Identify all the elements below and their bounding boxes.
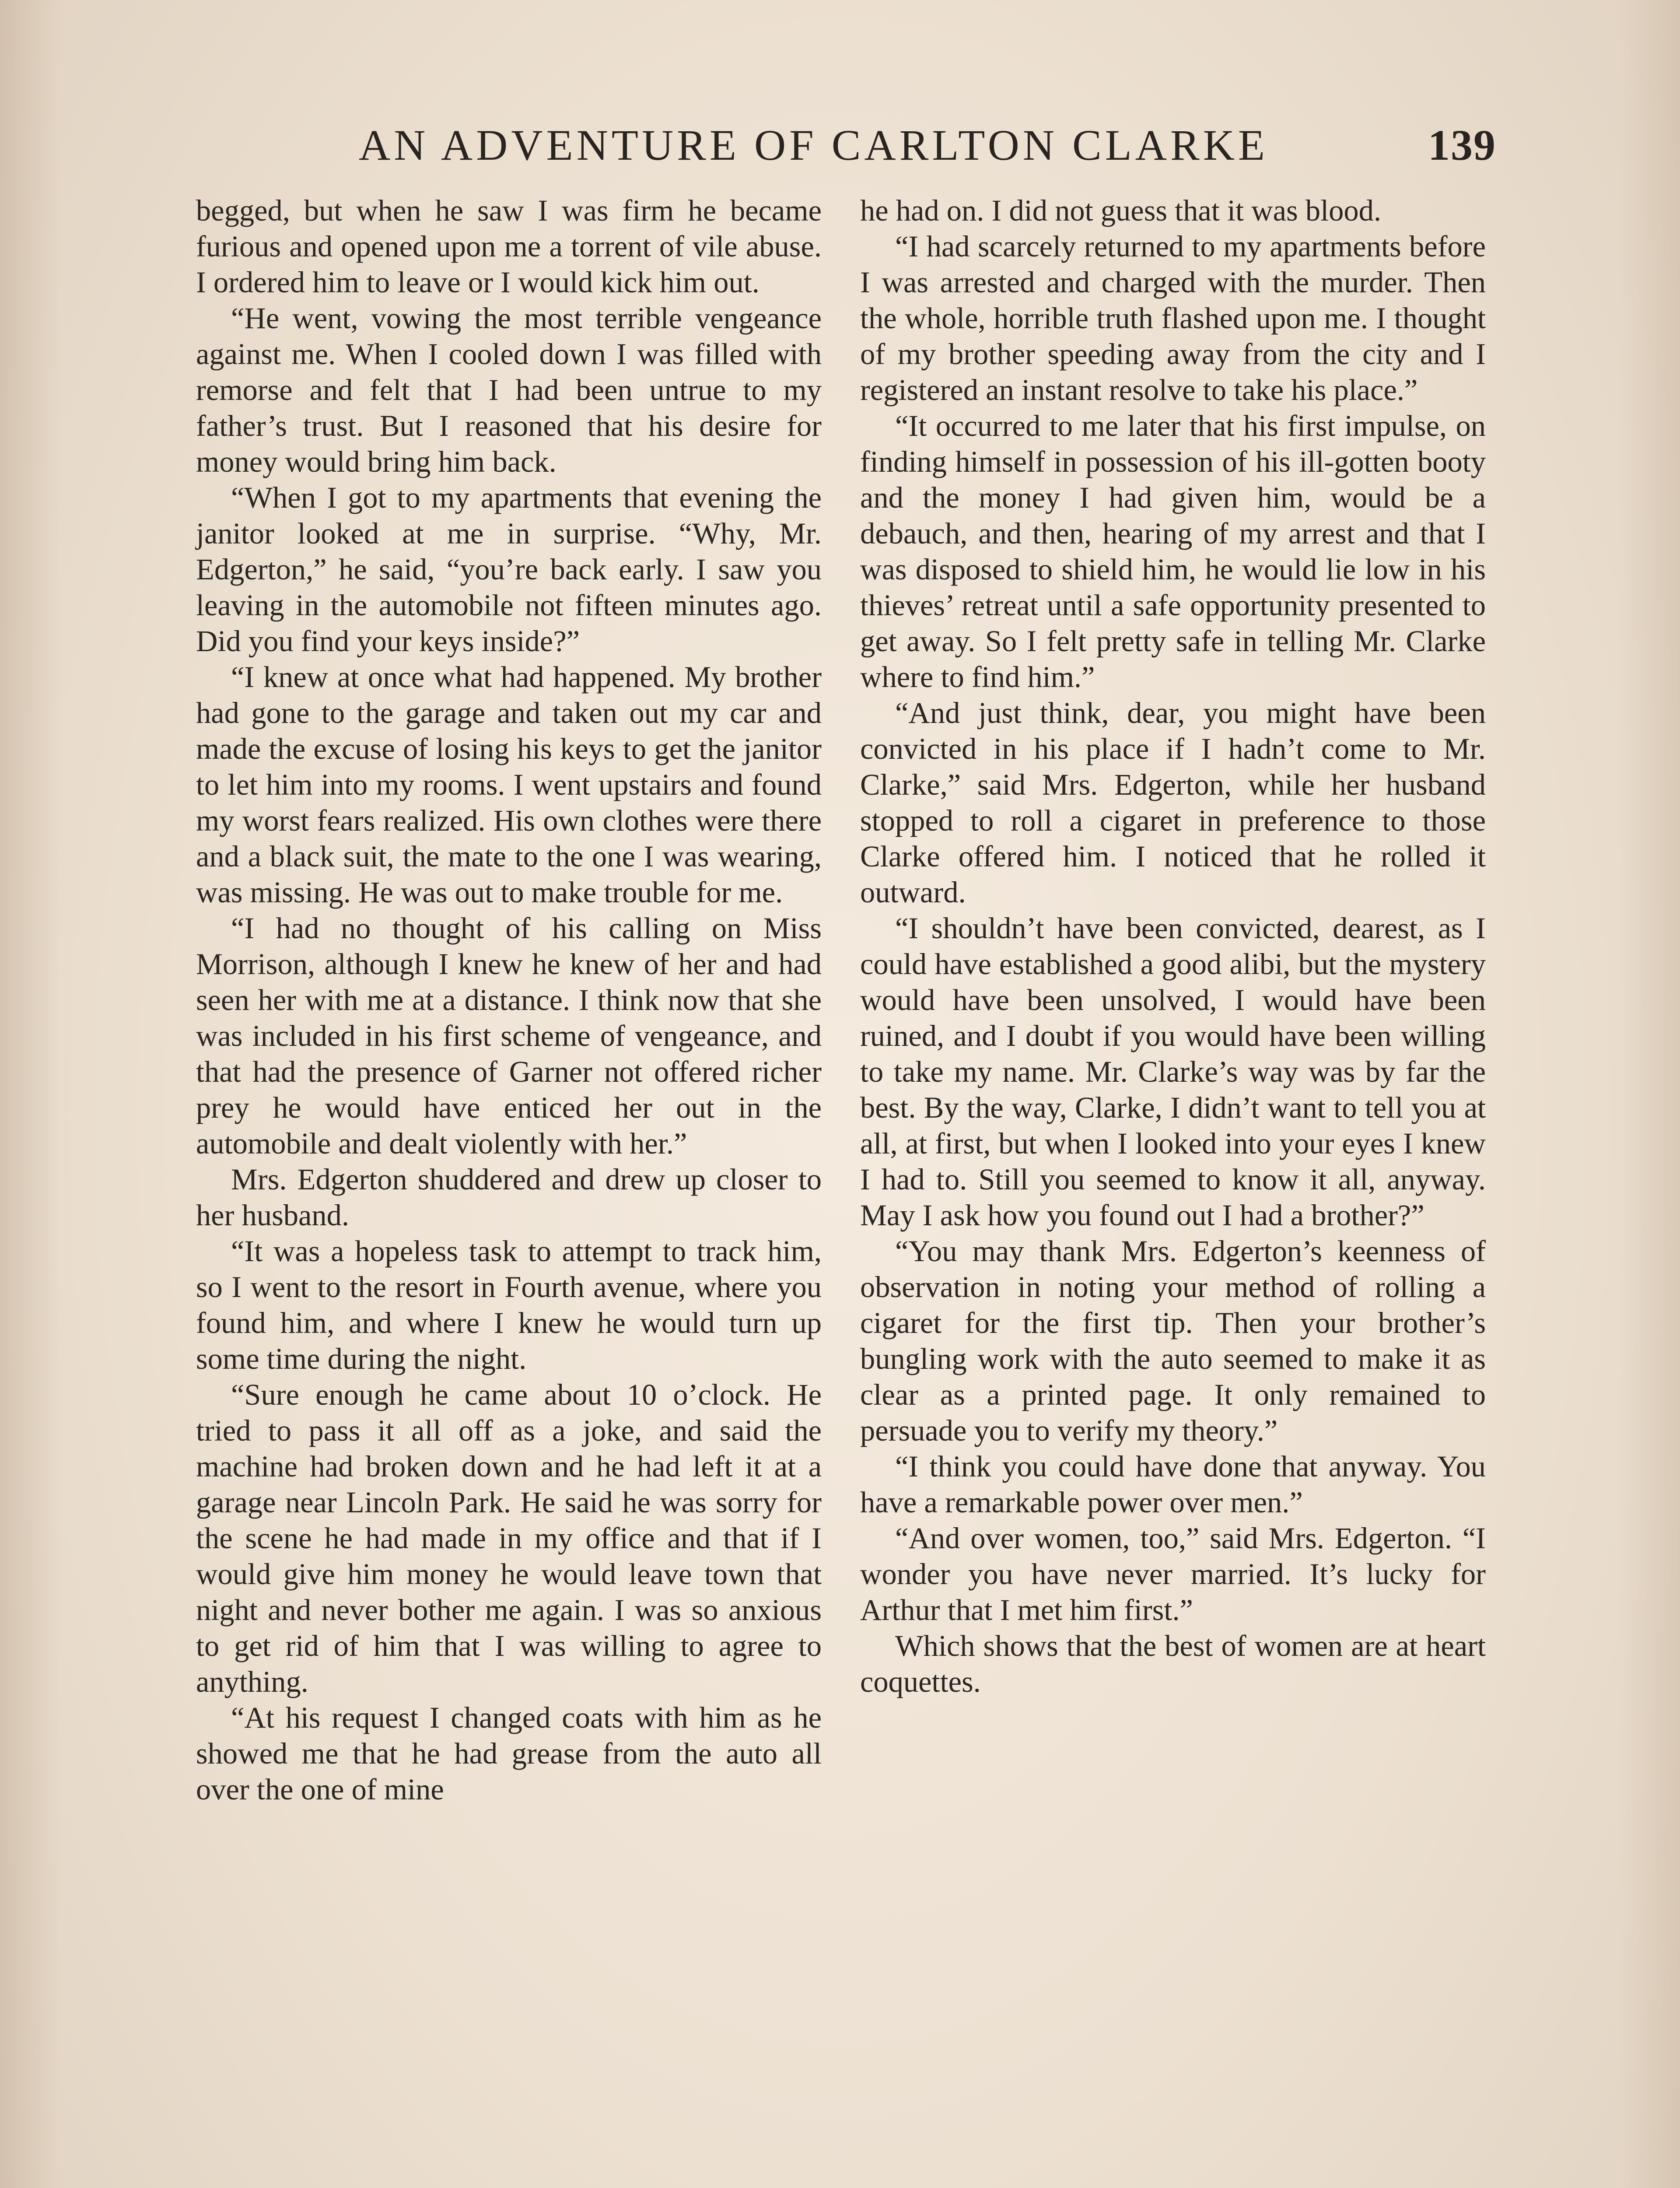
paragraph: begged, but when he saw I was firm he became furious and opened upon me a torrent of vile abuse. I ordered him to leave or I would kick him out. [196,194,822,299]
paragraph: “I knew at once what had happened. My brother had gone to the garage and taken out my car and made the excuse of losing his keys to get the janitor to let him into my rooms. I went upstairs and found my worst fears realized. His own clothes were there and a black suit, the mate to the one I was wearing, was missing. He was out to make trouble for me. [196,660,822,909]
paragraph: “When I got to my apartments that evening the janitor looked at me in surprise. “Why, Mr. Edgerton,” he said, “you’re back early. I saw you leaving in the automobile not fifteen minutes ago. Did you find your keys inside?” [196,481,822,658]
paragraph: “I had no thought of his calling on Miss Morrison, although I knew he knew of her and had seen her with me at a distance. I think now that she was included in his first scheme of vengeance, and that had the presence of Garner not offered richer prey he would have enticed her out in the automobile and dealt violently with her.” [196,912,822,1160]
paragraph: he had on. I did not guess that it was blood. [860,194,1381,227]
page-edge-shadow-right [1619,0,1680,2188]
page-number: 139 [1428,121,1496,169]
paragraph: Which shows that the best of women are at heart coquettes. [860,1629,1486,1698]
paragraph: “I had scarcely returned to my apartments before I was arrested and charged with the murder. Then the whole, horrible truth flashed upon me. I thought of my brother speeding away from the city and I registered an instant resolve to take his place.” [860,230,1486,407]
paragraph: “I shouldn’t have been convicted, dearest, as I could have established a good alibi, but the mystery would have been unsolved, I would have been ruined, and I doubt if you would have been willing to take my name. Mr. Clarke’s way was by far the best. By the way, Clarke, I didn’t want to tell you at all, at first, but when I looked into your eyes I knew I had to. Still you seemed to know it all, anyway. May I ask how you found out I had a brother?” [860,912,1486,1232]
paragraph: “And just think, dear, you might have been convicted in his place if I hadn’t come to Mr. Clarke,” said Mrs. Edgerton, while her husband stopped to roll a cigaret in preference to those Clarke offered him. I noticed that he rolled it outward. [860,696,1486,909]
page-edge-shadow-left [0,0,61,2188]
paragraph: “He went, vowing the most terrible vengeance against me. When I cooled down I was filled with remorse and felt that I had been untrue to my father’s trust. But I reasoned that his desire for money would bring him back. [196,302,822,478]
paragraph: Mrs. Edgerton shuddered and drew up closer to her husband. [196,1163,822,1232]
paragraph: “I think you could have done that anyway. You have a remarkable power over men.” [860,1450,1486,1519]
paragraph: “At his request I changed coats with him as he showed me that he had grease from the auto all over the one of mine [196,1701,822,1806]
right-text-column [860,193,1486,1700]
paragraph: “It occurred to me later that his first impulse, on finding himself in possession of his ill-gotten booty and the money I had given him, would be a debauch, and then, hearing of my arrest and that I was disposed to shield him, he would lie low in his thieves’ retreat until a safe opportunity presented to get away. So I felt pretty safe in telling Mr. Clarke where to find him.” [860,409,1486,694]
running-header [359,115,1496,176]
left-text-column [196,193,822,1807]
paragraph: “You may thank Mrs. Edgerton’s keenness of observation in noting your method of rolling a cigaret for the first tip. Then your brother’s bungling work with the auto seemed to make it as clear as a printed page. It only remained to persuade you to verify my theory.” [860,1234,1486,1447]
running-title: AN ADVENTURE OF CARLTON CLARKE [359,121,1269,169]
paragraph: “And over women, too,” said Mrs. Edgerton. “I wonder you have never married. It’s lucky for Arthur that I met him first.” [860,1522,1486,1627]
paragraph: “It was a hopeless task to attempt to track him, so I went to the resort in Fourth avenue, where you found him, and where I knew he would turn up some time during the night. [196,1234,822,1375]
paragraph: “Sure enough he came about 10 o’clock. He tried to pass it all off as a joke, and said the machine had broken down and he had left it at a garage near Lincoln Park. He said he was sorry for the scene he had made in my office and that if I would give him money he would leave town that night and never bother me again. I was so anxious to get rid of him that I was willing to agree to anything. [196,1378,822,1698]
